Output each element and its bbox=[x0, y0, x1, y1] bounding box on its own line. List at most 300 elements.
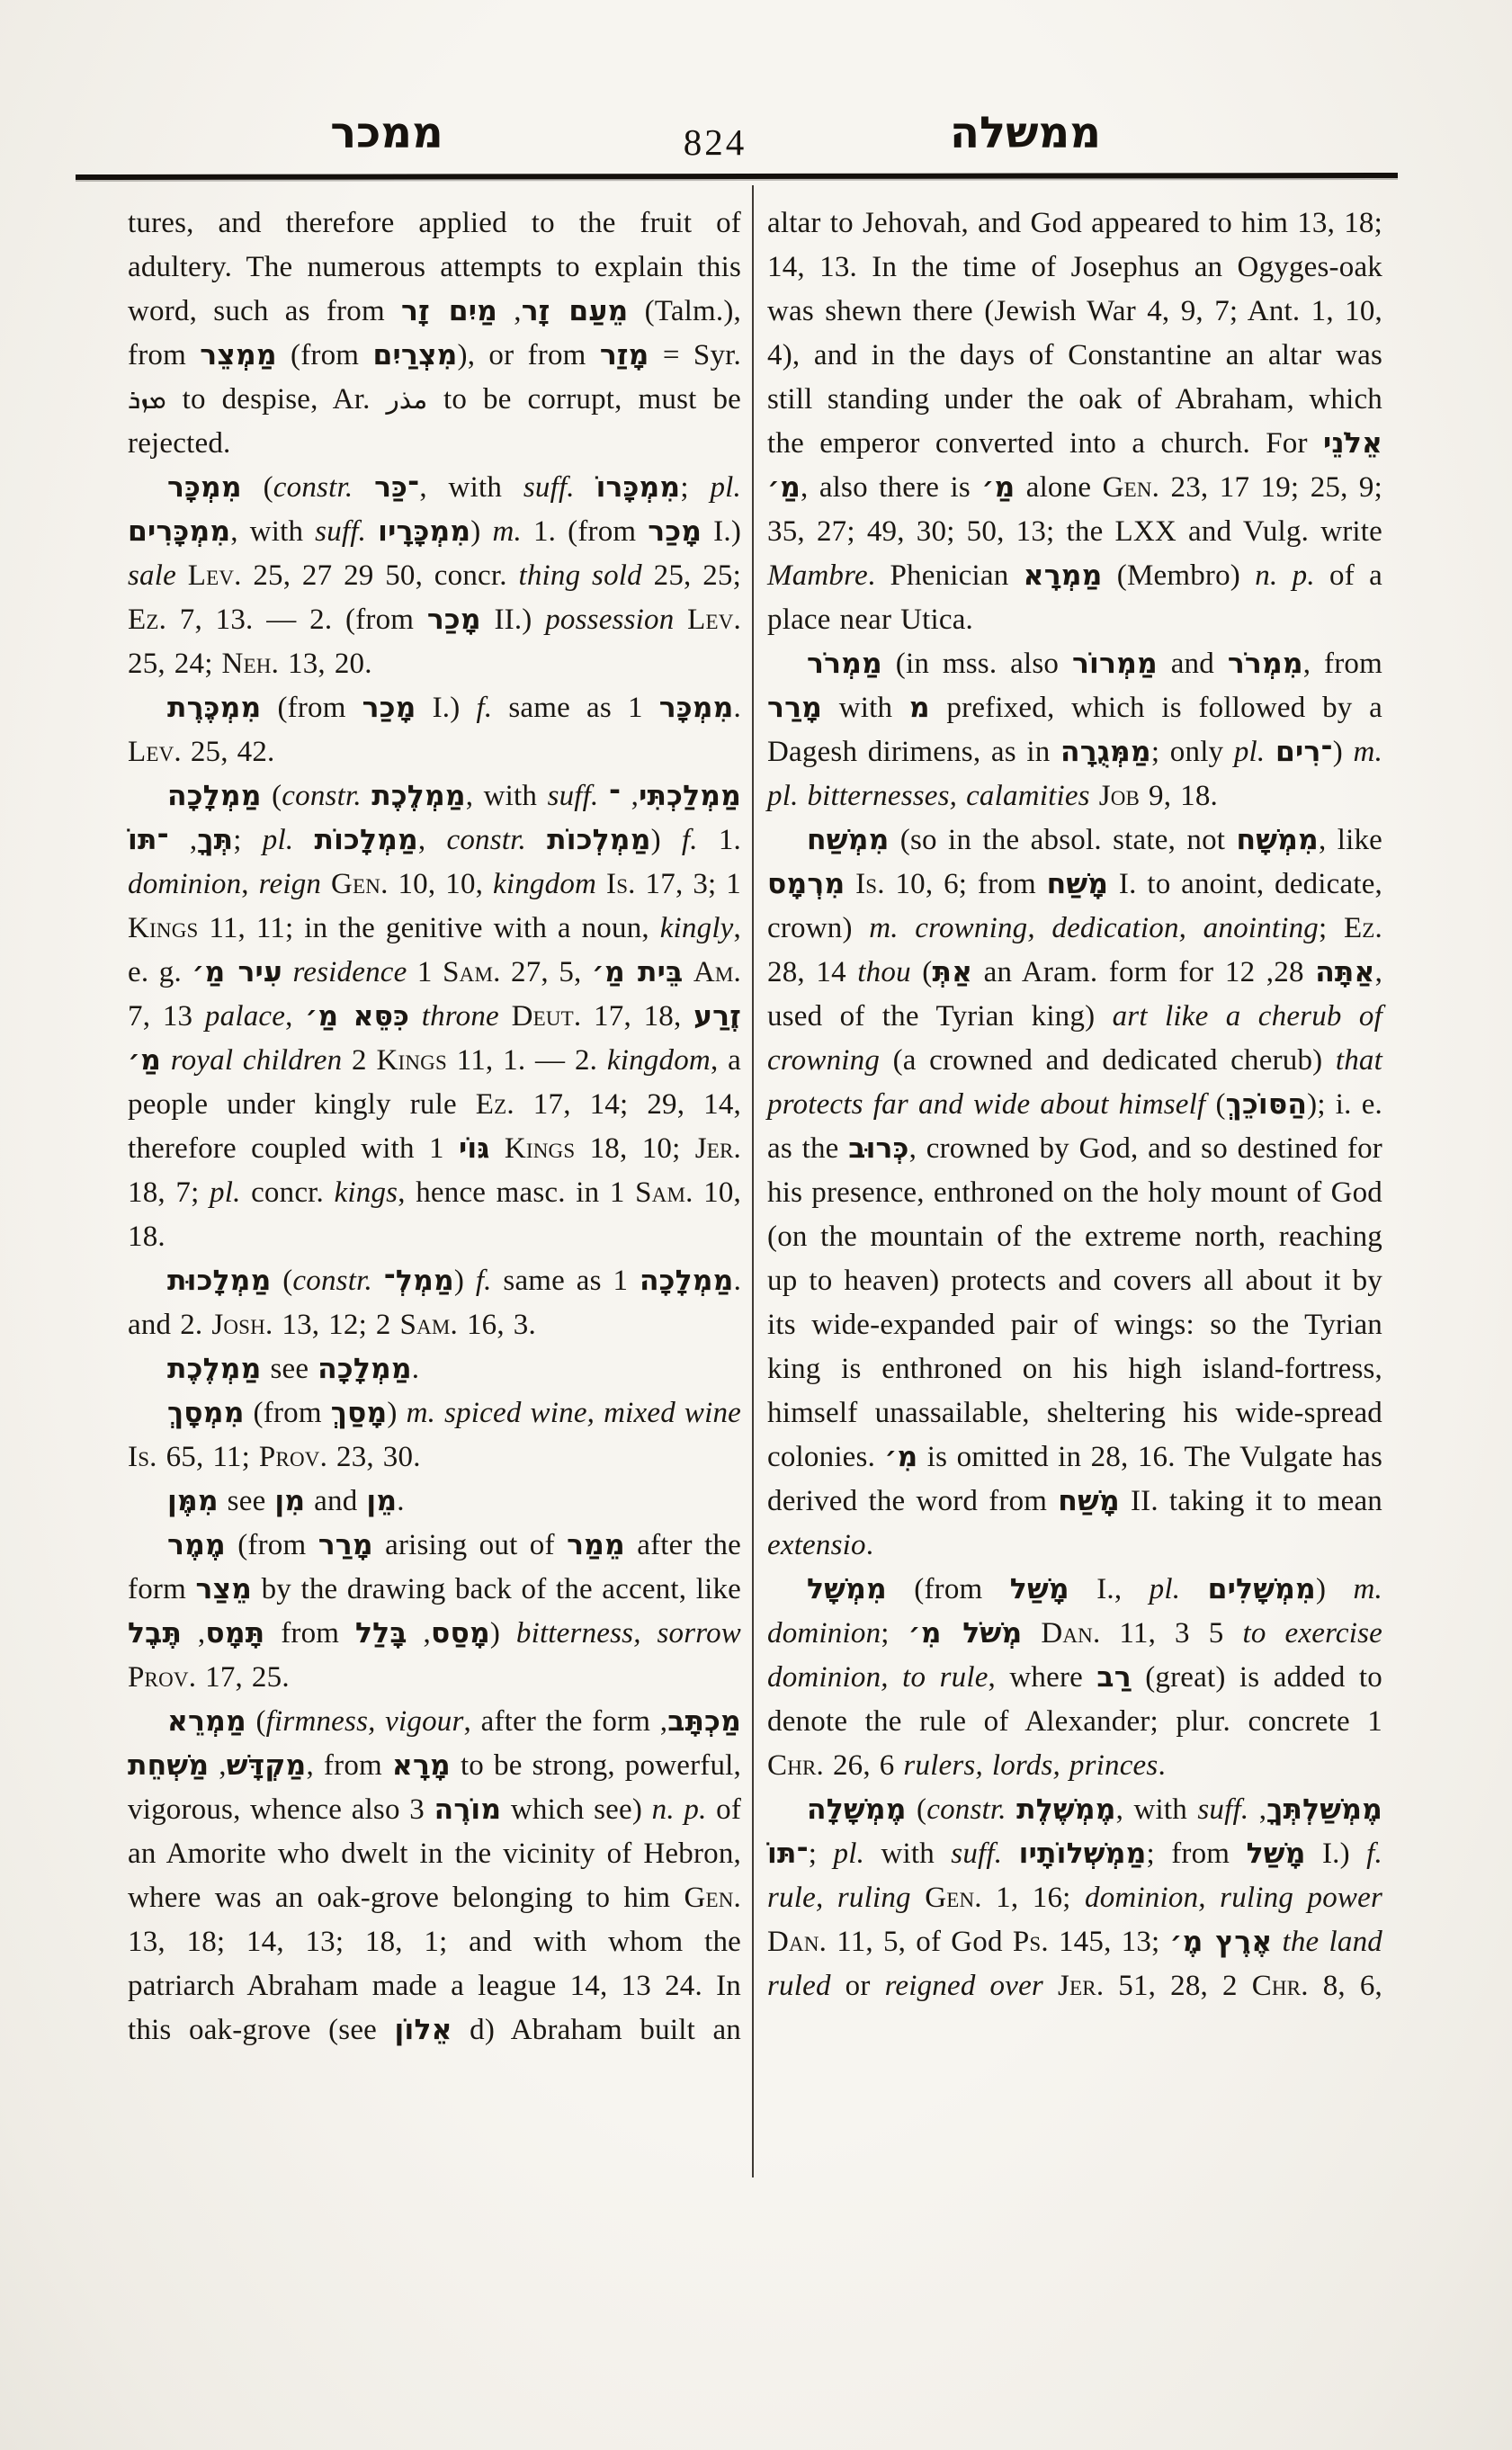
hebrew-word: אֶרֶץ מֶ׳ bbox=[1169, 1926, 1273, 1958]
text-run: 11, 1. — 2. bbox=[447, 1044, 607, 1077]
book-reference: Sam. bbox=[443, 956, 501, 988]
text-run: 23, 17 19; 25, 9; 35, 27; 49, 30; 50, 13; the LXX and Vulg. write bbox=[767, 471, 1382, 548]
hebrew-word: מַמְלָכָה bbox=[167, 780, 262, 812]
italic-text: pl. bbox=[262, 824, 294, 856]
dictionary-paragraph bbox=[128, 686, 741, 774]
text-run bbox=[599, 780, 609, 812]
text-run: (from bbox=[886, 1573, 1010, 1605]
text-run: , after the form bbox=[463, 1705, 660, 1738]
text-run: 13, 20. bbox=[279, 648, 372, 680]
italic-text: suff. bbox=[951, 1838, 1003, 1870]
hebrew-word: מַמְרוֹר bbox=[1071, 648, 1158, 680]
text-run: of an Amorite who dwelt in the vicinity of Hebron, where was an oak-grove belonging to him bbox=[128, 1793, 742, 1914]
text-run bbox=[1002, 1838, 1018, 1870]
hebrew-word: אֵלֹנֵי מַ׳ bbox=[767, 427, 1382, 504]
text-run: 13, 12; 2 bbox=[273, 1309, 400, 1341]
hebrew-word: ־תּוֹ bbox=[767, 1838, 809, 1870]
text-run: 28, 14 bbox=[767, 956, 858, 988]
text-run bbox=[596, 868, 606, 900]
text-run: 26, 6 bbox=[824, 1749, 904, 1782]
dictionary-paragraph bbox=[767, 818, 1382, 1568]
right-column bbox=[767, 201, 1382, 2008]
italic-text: dominion bbox=[128, 868, 242, 900]
text-run: ); i. e. as the bbox=[767, 1088, 1382, 1165]
text-run: , bbox=[168, 824, 198, 856]
text-run: . bbox=[397, 1485, 405, 1517]
hebrew-word: מָשַׁל bbox=[1246, 1838, 1306, 1870]
text-run bbox=[366, 515, 378, 548]
italic-text: dominion, ruling power bbox=[1085, 1882, 1382, 1914]
syriac-word: ܡܙܪ bbox=[128, 384, 166, 416]
text-run: , like bbox=[1318, 824, 1382, 856]
book-reference: Dan. bbox=[767, 1926, 828, 1958]
italic-text: constr. bbox=[282, 780, 362, 812]
text-run: ( bbox=[906, 1793, 927, 1826]
hebrew-word: מִמְרֹר bbox=[1227, 648, 1303, 680]
hebrew-word: מַמְלְ־ bbox=[383, 1265, 454, 1297]
italic-text: dominion bbox=[767, 1617, 881, 1650]
text-run bbox=[1265, 736, 1275, 768]
text-run: 17, 25. bbox=[196, 1661, 290, 1694]
text-run: , bbox=[417, 824, 447, 856]
book-reference: Lev. bbox=[187, 559, 242, 592]
text-run bbox=[353, 471, 374, 504]
text-run: (from bbox=[225, 1529, 318, 1561]
hebrew-word: הַסּוֹכֵךְ bbox=[1225, 1088, 1308, 1121]
text-run: ; bbox=[881, 1617, 908, 1650]
italic-text: crowning, dedication, anointing bbox=[915, 912, 1319, 944]
text-run: 7, 13. — 2. (from bbox=[166, 604, 427, 636]
text-run: 25, 25; bbox=[641, 559, 741, 592]
book-reference: Lev. bbox=[128, 736, 182, 768]
hebrew-word: ־כַּר bbox=[374, 471, 420, 504]
text-run bbox=[161, 1044, 171, 1077]
text-run: , bbox=[182, 1617, 206, 1650]
book-reference: Lev. bbox=[687, 604, 741, 636]
header-rule bbox=[76, 173, 1398, 180]
hebrew-word: מ bbox=[908, 692, 930, 724]
hebrew-word: מָכַר bbox=[426, 604, 481, 636]
dictionary-paragraph bbox=[767, 201, 1382, 642]
book-reference: Sam. bbox=[635, 1176, 693, 1209]
text-run: ; only bbox=[1150, 736, 1234, 768]
dictionary-paragraph bbox=[128, 1347, 741, 1391]
text-run: I. to anoint, dedicate, crown) bbox=[767, 868, 1382, 944]
text-run bbox=[1180, 1573, 1207, 1605]
hebrew-word: מַמְּגֻרָה bbox=[1060, 736, 1151, 768]
book-reference: Gen. bbox=[1102, 471, 1160, 504]
hebrew-word: תֶּבֶל bbox=[128, 1617, 183, 1650]
hebrew-word: מַמְלָכוּת bbox=[167, 1265, 272, 1297]
text-run: see bbox=[261, 1353, 318, 1385]
hebrew-word: כִּסֵּא מַ׳ bbox=[305, 1000, 410, 1033]
text-run: ( bbox=[241, 471, 273, 504]
italic-text: f. bbox=[475, 1265, 492, 1297]
page-number: 824 bbox=[683, 121, 747, 163]
text-run: ; bbox=[808, 1838, 834, 1870]
italic-text: kingdom bbox=[606, 1044, 711, 1077]
text-run: , with bbox=[419, 471, 523, 504]
italic-text: kingly bbox=[659, 912, 734, 944]
hebrew-word: גּוֹי bbox=[458, 1132, 490, 1165]
text-run: , bbox=[241, 868, 259, 900]
hebrew-word: מִן bbox=[274, 1485, 306, 1517]
text-run: , bbox=[1258, 1793, 1267, 1826]
italic-text: thing sold bbox=[518, 559, 642, 592]
hebrew-word: תָּמָס bbox=[205, 1617, 265, 1650]
italic-text: rule, ruling bbox=[767, 1882, 911, 1914]
hebrew-word: מִמְסָךְ bbox=[167, 1397, 245, 1429]
text-run: 17, 14; 29, 14, therefore coupled with bbox=[128, 1088, 741, 1165]
hebrew-word: מַמְרֵא bbox=[167, 1705, 246, 1738]
text-run: same as bbox=[491, 1265, 613, 1297]
book-reference: Ez. bbox=[475, 1088, 514, 1121]
text-run: I.) bbox=[1305, 1838, 1367, 1870]
text-run: d) Abraham built an bbox=[452, 2014, 742, 2046]
book-reference: Kings bbox=[504, 1132, 576, 1165]
italic-text: n. p. bbox=[651, 1793, 707, 1826]
text-run bbox=[683, 956, 693, 988]
dictionary-paragraph bbox=[128, 774, 741, 1259]
italic-text: suff. bbox=[1197, 1793, 1249, 1826]
hebrew-word: מַמְרָא bbox=[1023, 559, 1103, 592]
book-reference: Is. bbox=[128, 1441, 157, 1473]
text-run: 18, 7; bbox=[128, 1176, 210, 1209]
hebrew-word: מִמְשָׁל bbox=[807, 1573, 887, 1605]
hebrew-word: מַמְלֶכֶת bbox=[167, 1353, 262, 1385]
text-run: an Aram. form for bbox=[972, 956, 1225, 988]
hebrew-word: אַתְּ bbox=[932, 956, 973, 988]
italic-text: pl. bbox=[1233, 736, 1266, 768]
hebrew-word: זֶרַע מַ׳ bbox=[128, 1000, 742, 1077]
text-run: ( bbox=[910, 956, 933, 988]
left-column bbox=[128, 201, 741, 2052]
text-run: 23, 30. bbox=[327, 1441, 421, 1473]
text-run: alone bbox=[1015, 471, 1103, 504]
hebrew-word: מִמְשָׁח bbox=[1236, 824, 1319, 856]
hebrew-word: בֵּית מַ׳ bbox=[591, 956, 684, 988]
text-run bbox=[362, 780, 371, 812]
italic-text: kings bbox=[334, 1176, 398, 1209]
italic-text: suff. bbox=[315, 515, 367, 548]
hebrew-word: עִיר מַ׳ bbox=[192, 956, 282, 988]
text-run: ) bbox=[387, 1397, 407, 1429]
text-run: = Syr. bbox=[649, 339, 741, 371]
italic-text: throne bbox=[421, 1000, 499, 1033]
hebrew-word: מֶמְשֶׁלֶת bbox=[1016, 1793, 1116, 1826]
text-run bbox=[321, 868, 331, 900]
text-run: from bbox=[264, 1617, 356, 1650]
hebrew-word: מַיִם זָר bbox=[401, 295, 498, 327]
header-right-keyword: ממשלה bbox=[950, 108, 1101, 158]
italic-text: m. bbox=[1353, 1573, 1382, 1605]
book-reference: Gen. bbox=[684, 1882, 741, 1914]
dictionary-paragraph bbox=[767, 1568, 1382, 1788]
text-run: , a people under kingly rule bbox=[128, 1044, 741, 1121]
dictionary-paragraph bbox=[128, 1524, 741, 1700]
text-run: (Talm.), from bbox=[128, 295, 741, 371]
text-run: 1. bbox=[627, 692, 741, 724]
text-run: to be corrupt, must be rejected. bbox=[128, 383, 741, 460]
hebrew-word: מִמְכֶּרֶת bbox=[167, 692, 262, 724]
hebrew-word: מִמְכָּר bbox=[658, 692, 734, 724]
hebrew-word: מוֹרֶה bbox=[434, 1793, 502, 1826]
text-run: 51, 28, 2 bbox=[1104, 1970, 1252, 2002]
text-run: II.) bbox=[480, 604, 546, 636]
text-run: ) bbox=[1332, 736, 1354, 768]
text-run: ; bbox=[680, 471, 711, 504]
text-run: with bbox=[822, 692, 909, 724]
text-run: 1 bbox=[428, 1132, 505, 1165]
dictionary-paragraph bbox=[128, 466, 741, 686]
hebrew-word: מִמְכָּרָיו bbox=[378, 515, 471, 548]
hebrew-word: רַב bbox=[1096, 1661, 1132, 1694]
hebrew-word: מֵעַם זָר bbox=[521, 295, 629, 327]
hebrew-word: מַכְתָּב bbox=[667, 1705, 741, 1738]
hebrew-word: מָכַר bbox=[648, 515, 702, 548]
text-run: and bbox=[305, 1485, 367, 1517]
book-reference: Job bbox=[1098, 780, 1141, 812]
hebrew-word: אֵלוֹן bbox=[394, 2014, 452, 2046]
text-run: ( bbox=[246, 1705, 266, 1738]
text-run: , bbox=[497, 295, 522, 327]
italic-text: thou bbox=[857, 956, 911, 988]
italic-text: m. bbox=[406, 1397, 436, 1429]
text-run: . bbox=[411, 1353, 420, 1385]
hebrew-word: מֶמְשַׁלְתְּךָ bbox=[1266, 1793, 1382, 1826]
hebrew-word: מַמְלֶכֶת bbox=[371, 780, 466, 812]
italic-text: firmness, vigour bbox=[265, 1705, 464, 1738]
hebrew-word: מָשַׁח bbox=[1046, 868, 1109, 900]
italic-text: suff. bbox=[547, 780, 599, 812]
text-run: ( bbox=[261, 780, 282, 812]
hebrew-word: כְּרוּב bbox=[848, 1132, 909, 1165]
column-divider bbox=[752, 185, 754, 2177]
text-run: 1. and 2. bbox=[128, 1265, 742, 1341]
hebrew-word: מֵמַר bbox=[567, 1529, 625, 1561]
text-run: 13, 18; 14, 13; 18, 1; and with whom the patriarch Abraham made a league 14, 13 24. In this oak-grove (see bbox=[128, 1926, 741, 2046]
hebrew-word: מִמְשַׁח bbox=[807, 824, 890, 856]
book-reference: Jer. bbox=[694, 1132, 742, 1165]
text-run: , with bbox=[230, 515, 316, 548]
text-run: see bbox=[218, 1485, 275, 1517]
text-run: is omitted in 28, 16. The Vulgate has derived the word from bbox=[767, 1441, 1382, 1517]
text-run: to despise, Ar. bbox=[166, 383, 387, 416]
text-run: 11, 5, of God bbox=[827, 1926, 1013, 1958]
text-run: of a place near Utica. bbox=[767, 559, 1383, 636]
italic-text: pl. bbox=[1149, 1573, 1181, 1605]
hebrew-word: מָשַׁל bbox=[1009, 1573, 1069, 1605]
hebrew-word: מַמְלָכָה bbox=[639, 1265, 734, 1297]
text-run: 3 which see) bbox=[409, 1793, 652, 1826]
italic-text: constr. bbox=[926, 1793, 1007, 1826]
dictionary-paragraph bbox=[128, 201, 741, 466]
hebrew-word: מִמְכָּר bbox=[167, 471, 242, 504]
arabic-word: مذر bbox=[386, 384, 428, 416]
text-run: , bbox=[209, 1749, 227, 1782]
hebrew-word: בָּלַל bbox=[355, 1617, 407, 1650]
text-run: 10, 10, bbox=[388, 868, 494, 900]
text-run: to be strong, powerful, vigorous, whence also bbox=[128, 1749, 741, 1826]
italic-text: f. bbox=[681, 824, 698, 856]
header-left-keyword: ממכר bbox=[330, 108, 443, 158]
text-run: 145, 13; bbox=[1048, 1926, 1170, 1958]
text-run: ), or from bbox=[457, 339, 600, 371]
text-run: II. taking it to mean bbox=[1119, 1485, 1382, 1517]
italic-text: m. bbox=[492, 515, 522, 548]
hebrew-word: מֵן bbox=[366, 1485, 398, 1517]
text-run: (from bbox=[261, 692, 362, 724]
text-run: , from bbox=[306, 1749, 392, 1782]
italic-text: n. p. bbox=[1255, 559, 1315, 592]
text-run: . bbox=[1158, 1749, 1166, 1782]
text-run: ( bbox=[271, 1265, 293, 1297]
text-run: 27, 5, bbox=[500, 956, 592, 988]
book-reference: Gen. bbox=[925, 1882, 982, 1914]
text-run: 8, 6, bbox=[1308, 1970, 1383, 2002]
italic-text: constr. bbox=[446, 824, 526, 856]
book-reference: Deut. bbox=[511, 1000, 582, 1033]
text-run bbox=[899, 912, 916, 944]
hebrew-word: מַמְשְׁלוֹתָיו bbox=[1018, 1838, 1147, 1870]
text-run bbox=[575, 471, 596, 504]
italic-text: kingdom bbox=[493, 868, 597, 900]
text-run bbox=[526, 824, 547, 856]
text-run: , with bbox=[465, 780, 548, 812]
text-run: ; bbox=[1319, 912, 1344, 944]
italic-text: spiced wine, mixed wine bbox=[444, 1397, 741, 1429]
hebrew-word: מַקְדָּשׁ bbox=[226, 1749, 307, 1782]
italic-text: constr. bbox=[292, 1265, 372, 1297]
book-reference: Kings bbox=[128, 912, 199, 944]
text-run: 9, 18. bbox=[1140, 780, 1218, 812]
text-run: or bbox=[830, 1970, 885, 2002]
text-run: 10, 6; from bbox=[884, 868, 1047, 900]
text-run: 18, 10; bbox=[575, 1132, 695, 1165]
italic-text: palace bbox=[204, 1000, 286, 1033]
text-run: (so in the absol. state, not bbox=[889, 824, 1237, 856]
text-run: and bbox=[1157, 648, 1228, 680]
italic-text: rulers, lords, princes bbox=[903, 1749, 1159, 1782]
text-run bbox=[674, 604, 687, 636]
text-run: 17, 18, bbox=[581, 1000, 694, 1033]
italic-text: reign bbox=[258, 868, 322, 900]
italic-text: royal children bbox=[170, 1044, 343, 1077]
text-run bbox=[911, 1882, 925, 1914]
text-run bbox=[293, 824, 314, 856]
hebrew-word: מַמְלָכוֹת bbox=[314, 824, 418, 856]
book-reference: Neh. bbox=[221, 648, 280, 680]
italic-text: that protects far and wide about himself bbox=[767, 1044, 1382, 1121]
hebrew-word: מַ׳ bbox=[981, 471, 1015, 504]
text-run: arising out of bbox=[372, 1529, 568, 1561]
hebrew-word: מִמֶּן bbox=[167, 1485, 219, 1517]
italic-text: extensio bbox=[767, 1529, 866, 1561]
hebrew-word: מַמְלַכְתִּי bbox=[639, 780, 741, 812]
hebrew-word: אַתָּה bbox=[1315, 956, 1375, 988]
text-run: 11, 11; in the genitive with a noun, bbox=[198, 912, 660, 944]
text-run bbox=[1007, 1793, 1016, 1826]
text-run bbox=[499, 1000, 512, 1033]
hebrew-word: מַמְלְכוֹת bbox=[547, 824, 651, 856]
hebrew-word: מִמְכָּרוֹ bbox=[595, 471, 681, 504]
text-run: after the form bbox=[128, 1529, 741, 1605]
italic-text: bitterness, sorrow bbox=[515, 1617, 741, 1650]
book-reference: Prov. bbox=[258, 1441, 328, 1473]
text-run: . Phenician bbox=[867, 559, 1024, 592]
italic-text: m. bbox=[869, 912, 899, 944]
text-run: ) bbox=[470, 515, 493, 548]
hebrew-word: מְשֹׁל מִ׳ bbox=[908, 1617, 1023, 1650]
text-run: , bbox=[285, 1000, 306, 1033]
dictionary-paragraph bbox=[128, 1480, 741, 1524]
hebrew-word: מִמְשָׁלִים bbox=[1207, 1573, 1316, 1605]
dictionary-paragraph bbox=[767, 642, 1382, 818]
text-run: (a crowned and dedicated cherub) bbox=[880, 1044, 1336, 1077]
text-run: 7, 13 bbox=[128, 1000, 205, 1033]
hebrew-word: מִצְרַיִם bbox=[372, 339, 458, 371]
text-run: (Membro) bbox=[1102, 559, 1256, 592]
hebrew-word: מִמְכָּרִים bbox=[128, 515, 231, 548]
book-reference: Is. bbox=[855, 868, 885, 900]
text-run: 65, 11; bbox=[157, 1441, 259, 1473]
book-reference: Chr. bbox=[1251, 1970, 1309, 2002]
text-run bbox=[1043, 1970, 1058, 2002]
text-run: 17, 3; 1 bbox=[635, 868, 742, 900]
book-reference: Ez. bbox=[128, 604, 167, 636]
book-reference: Sam. bbox=[399, 1309, 459, 1341]
text-run: ( bbox=[1205, 1088, 1226, 1121]
text-run: 10, 18. bbox=[128, 1176, 741, 1253]
book-reference: Jer. bbox=[1057, 1970, 1105, 2002]
hebrew-word: מָרַר bbox=[767, 692, 823, 724]
book-reference: Am. bbox=[693, 956, 741, 988]
hebrew-word: מֶמְשָׁלָה bbox=[807, 1793, 907, 1826]
hebrew-word: מַשְׁחֵת bbox=[128, 1749, 210, 1782]
hebrew-word: מָשַׁח bbox=[1058, 1485, 1120, 1517]
italic-text: reigned over bbox=[884, 1970, 1043, 2002]
hebrew-word: מָרָא bbox=[391, 1749, 451, 1782]
dictionary-paragraph bbox=[128, 1391, 741, 1480]
dictionary-paragraph bbox=[767, 1788, 1382, 2008]
hebrew-word: מִ׳ bbox=[884, 1441, 918, 1473]
italic-text: pl. bbox=[710, 471, 742, 504]
italic-text: the land ruled bbox=[767, 1926, 1382, 2002]
book-reference: Ps. bbox=[1012, 1926, 1049, 1958]
italic-text: constr. bbox=[273, 471, 353, 504]
text-run: concr. bbox=[240, 1176, 335, 1209]
text-run: with bbox=[864, 1838, 952, 1870]
text-run: . bbox=[865, 1529, 874, 1561]
italic-text: m. pl. bitternesses, calamities bbox=[767, 736, 1383, 812]
book-reference: Dan. bbox=[1041, 1617, 1101, 1650]
text-run: 11, 3 5 bbox=[1100, 1617, 1243, 1650]
text-run: ) bbox=[650, 824, 682, 856]
text-run: , also there is bbox=[801, 471, 982, 504]
italic-text: Mambre bbox=[767, 559, 868, 592]
hebrew-word: מֶמֶר bbox=[167, 1529, 226, 1561]
text-run: tures, and therefore applied to the fruit of adultery. The numerous attempts to explain this word, such as from bbox=[128, 207, 741, 327]
text-run bbox=[1090, 780, 1099, 812]
hebrew-word: מַמְלָכָה bbox=[318, 1353, 412, 1385]
book-reference: Josh. bbox=[211, 1309, 273, 1341]
text-run: (in mss. also bbox=[881, 648, 1072, 680]
italic-text: residence bbox=[292, 956, 407, 988]
text-run: 1. bbox=[697, 824, 742, 856]
text-run: , e. g. bbox=[128, 912, 741, 988]
text-run: , bbox=[659, 1705, 668, 1738]
hebrew-word: מָזַר bbox=[599, 339, 649, 371]
